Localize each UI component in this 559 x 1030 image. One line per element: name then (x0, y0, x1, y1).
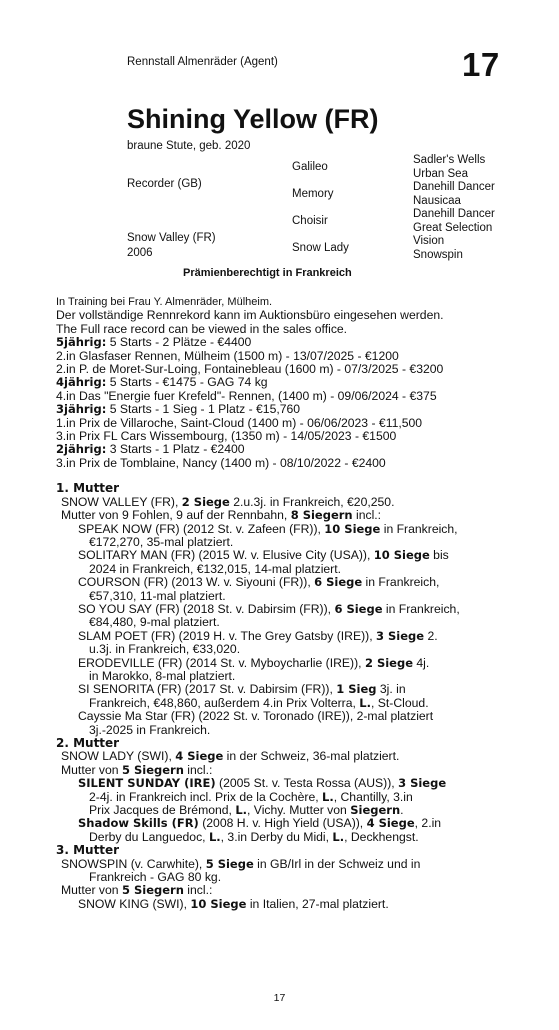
dam-produce-summary: Mutter von 5 Siegern incl.: (61, 762, 213, 777)
pedigree-dam: Snow Valley (FR) (127, 232, 216, 244)
record-note-de: Der vollständige Rennrekord kann im Auktionsbüro eingesehen werden. (56, 308, 444, 323)
record-year-label: 2jährig: (56, 442, 107, 457)
training-note: In Training bei Frau Y. Almenräder, Mülheim. (56, 296, 273, 308)
progeny-entry-cont: Derby du Languedoc, L., 3.in Derby du Midi, L., Deckhengst. (89, 829, 419, 844)
progeny-entry-cont: Prix Jacques de Brémond, L., Vichy. Mutter von Siegern. (89, 803, 404, 818)
record-summary: 5 Starts - 2 Plätze - €4400 (106, 335, 252, 350)
dam-summary: SNOWSPIN (v. Carwhite), 5 Siege in GB/Irl in der Schweiz und in (61, 856, 421, 871)
race-line: 3.in Prix FL Cars Wissembourg, (1350 m) - 14/05/2023 - €1500 (56, 429, 397, 444)
progeny-entry-cont: €172,270, 35-mal platziert. (89, 534, 234, 549)
progeny-entry: Cayssie Ma Star (FR) (2022 St. v. Toronado (IRE)), 2-mal platziert (78, 709, 434, 724)
progeny-entry: SNOW KING (SWI), 10 Siege in Italien, 27-mal platziert. (78, 896, 389, 911)
race-line: 4.in Das "Energie fuer Krefeld"- Rennen, (1400 m) - 09/06/2024 - €375 (56, 388, 437, 403)
pedigree-gen3-8: Snowspin (413, 248, 463, 261)
dam-summary: SNOW VALLEY (FR), 2 Siege 2.u.3j. in Frankreich, €20,250. (61, 494, 395, 509)
race-line: 2.in Glasfaser Rennen, Mülheim (1500 m) - 13/07/2025 - €1200 (56, 348, 399, 363)
record-4yo (56, 376, 504, 389)
record-note-en: The Full race record can be viewed in the sales office. (56, 321, 348, 336)
record-summary: 3 Starts - 1 Platz - €2400 (106, 442, 245, 457)
horse-description: braune Stute, geb. 2020 (127, 140, 251, 152)
progeny-entry-cont: 3j.-2025 in Frankreich. (89, 722, 211, 737)
pedigree-gen3-2: Urban Sea (413, 167, 468, 180)
progeny-entry: COURSON (FR) (2013 W. v. Siyouni (FR)), 6 Siege in Frankreich, (78, 575, 440, 590)
record-2yo (56, 443, 504, 456)
race-line: 1.in Prix de Villaroche, Saint-Cloud (1400 m) - 06/06/2023 - €11,500 (56, 415, 423, 430)
record-year-label: 4jährig: (56, 375, 107, 390)
horse-name: Shining Yellow (FR) (127, 104, 379, 134)
progeny-entry-cont: 2-4j. in Frankreich incl. Prix de la Cochère, L., Chantilly, 3.in (89, 789, 413, 804)
pedigree-sire-dam: Memory (292, 188, 334, 200)
third-dam-heading: 3. Mutter (56, 843, 120, 858)
pedigree-gen3-5: Danehill Dancer (413, 208, 495, 220)
progeny-entry: SO YOU SAY (FR) (2018 St. v. Dabirsim (FR)), 6 Siege in Frankreich, (78, 601, 460, 616)
progeny-entry-cont: 2024 in Frankreich, €132,015, 14-mal platziert. (89, 561, 342, 576)
pedigree-gen3-6: Great Selection (413, 221, 493, 234)
premium-note: Prämienberechtigt in Frankreich (183, 267, 352, 279)
pedigree-gen3-1: Sadler's Wells (413, 154, 486, 166)
record-5yo (56, 336, 504, 349)
pedigree-dam-year: 2006 (127, 247, 153, 259)
race-line: 3.in Prix de Tomblaine, Nancy (1400 m) - 08/10/2022 - €2400 (56, 455, 386, 470)
progeny-entry: SI SENORITA (FR) (2017 St. v. Dabirsim (FR)), 1 Sieg 3j. in (78, 682, 406, 697)
second-dam-heading: 2. Mutter (56, 736, 120, 750)
dam-produce-summary: Mutter von 9 Fohlen, 9 auf der Rennbahn, 8 Siegern incl.: (61, 508, 382, 523)
record-year-label: 5jährig: (56, 335, 107, 350)
progeny-entry: SLAM POET (FR) (2019 H. v. The Grey Gatsby (IRE)), 3 Siege 2. (78, 628, 438, 643)
pedigree-gen3-4: Nausicaa (413, 194, 461, 207)
progeny-entry: Shadow Skills (FR) (2008 H. v. High Yield (USA)), 4 Siege, 2.in (78, 816, 442, 831)
dam-summary: SNOW LADY (SWI), 4 Siege in der Schweiz, 36-mal platziert. (61, 749, 400, 764)
record-summary: 5 Starts - 1 Sieg - 1 Platz - €15,760 (106, 402, 301, 417)
progeny-entry: SOLITARY MAN (FR) (2015 W. v. Elusive City (USA)), 10 Siege bis (78, 548, 449, 563)
race-line: 2.in P. de Moret-Sur-Loing, Fontainebleau (1600 m) - 07/3/2025 - €3200 (56, 362, 444, 377)
lot-number: 17 (462, 46, 500, 83)
progeny-entry: ERODEVILLE (FR) (2014 St. v. Myboycharlie (IRE)), 2 Siege 4j. (78, 655, 430, 670)
first-dam-heading: 1. Mutter (56, 481, 120, 496)
pedigree-gen3-3: Danehill Dancer (413, 181, 495, 193)
record-3yo (56, 403, 504, 416)
pedigree-gen3-7: Vision (413, 235, 445, 247)
progeny-entry-cont: in Marokko, 8-mal platziert. (89, 668, 236, 683)
record-summary: 5 Starts - €1475 - GAG 74 kg (106, 375, 268, 390)
progeny-entry-cont: Frankreich, €48,860, außerdem 4.in Prix Volterra, L., St-Cloud. (89, 695, 429, 710)
pedigree-dam-dam: Snow Lady (292, 242, 349, 254)
pedigree-sire: Recorder (GB) (127, 178, 202, 190)
progeny-entry-cont: €84,480, 9-mal platziert. (89, 615, 220, 630)
consignor: Rennstall Almenräder (Agent) (127, 56, 278, 68)
pedigree-dam-sire: Choisir (292, 215, 328, 227)
progeny-entry: SPEAK NOW (FR) (2012 St. v. Zafeen (FR)), 10 Siege in Frankreich, (78, 521, 458, 536)
pedigree-sire-sire: Galileo (292, 161, 328, 173)
dam-summary-cont: Frankreich - GAG 80 kg. (89, 870, 222, 885)
record-year-label: 3jährig: (56, 402, 107, 417)
progeny-entry-cont: u.3j. in Frankreich, €33,020. (89, 642, 241, 657)
page-number: 17 (273, 992, 286, 1004)
catalogue-body (56, 296, 504, 911)
progeny-entry-cont: €57,310, 11-mal platziert. (89, 588, 226, 603)
progeny-entry: SILENT SUNDAY (IRE) (2005 St. v. Testa Rossa (AUS)), 3 Siege (78, 776, 447, 791)
dam-produce-summary: Mutter von 5 Siegern incl.: (61, 883, 213, 898)
